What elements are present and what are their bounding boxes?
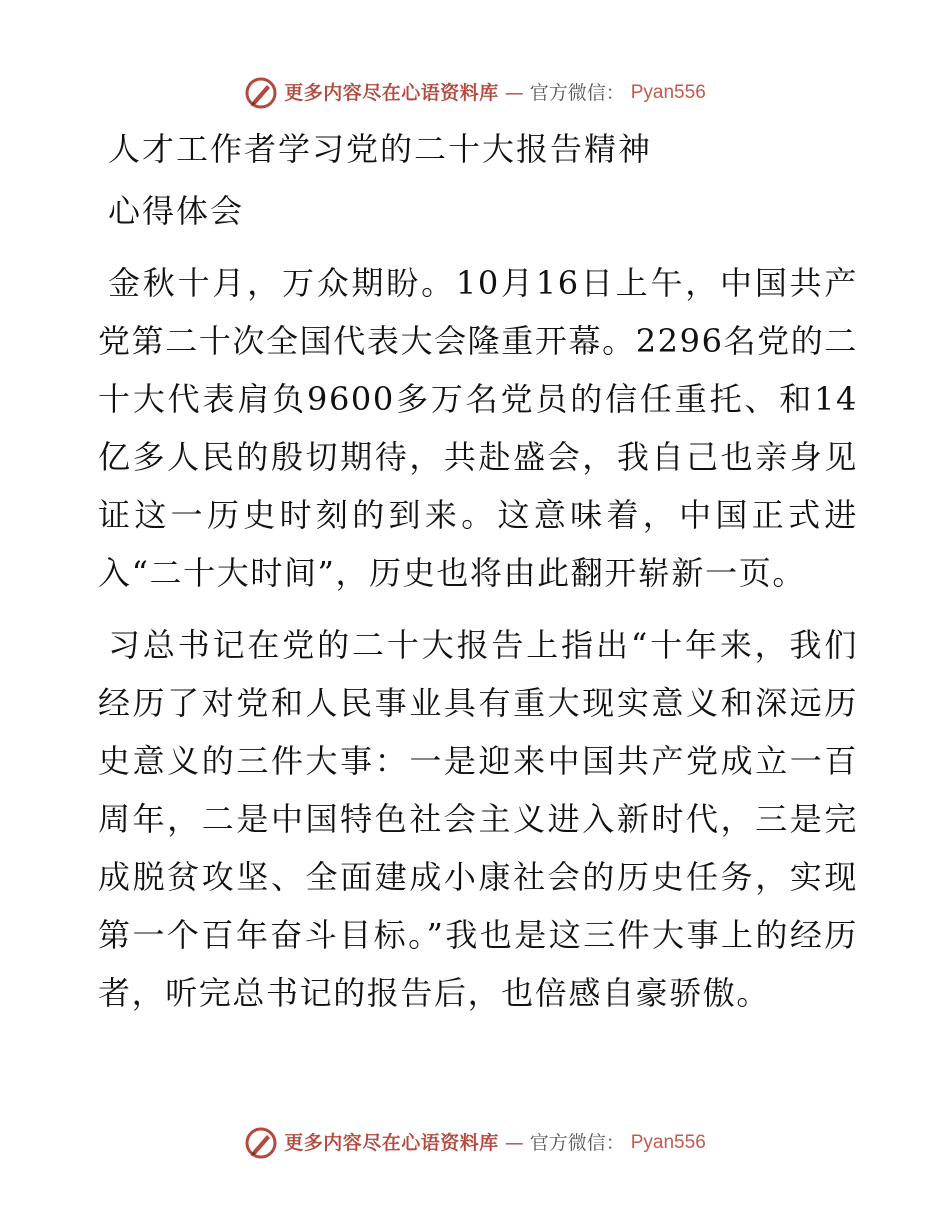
watermark-main-text: 更多内容尽在心语资料库 (284, 82, 499, 104)
watermark-label: 官方微信： (529, 1132, 625, 1154)
pen-logo-icon (244, 1126, 278, 1160)
header-watermark (0, 76, 950, 110)
document-title-line1: 人才工作者学习党的二十大报告精神 (108, 130, 653, 168)
watermark-main-text: 更多内容尽在心语资料库 (284, 1132, 499, 1154)
paragraph-1: 金秋十月，万众期盼。10月16日上午，中国共产党第二十次全国代表大会隆重开幕。2296名党的二十大代表肩负9600多万名党员的信任重托、和14亿多人民的殷切期待，共赴盛会，我自己也亲身见证这一历史时刻的到来。这意味着，中国正式进入“二十大时间”，历史也将由此翻开崭新一页。 (98, 264, 858, 592)
document-title-line2: 心得体会 (108, 192, 245, 230)
pen-logo-icon (244, 76, 278, 110)
watermark-separator: — (504, 82, 524, 104)
watermark-account: Pyan556 (630, 1132, 706, 1153)
watermark-label: 官方微信： (529, 82, 625, 104)
watermark-separator: — (504, 1132, 524, 1154)
watermark-account: Pyan556 (630, 82, 706, 103)
paragraph-2: 习总书记在党的二十大报告上指出“十年来，我们经历了对党和人民事业具有重大现实意义和深远历史意义的三件大事：一是迎来中国共产党成立一百周年，二是中国特色社会主义进入新时代，三是完成脱贫攻坚、全面建成小康社会的历史任务，实现第一个百年奋斗目标。”我也是这三件大事上的经历者，听完总书记的报告后，也倍感自豪骄傲。 (98, 626, 858, 1012)
footer-watermark (0, 1126, 950, 1160)
document-body (98, 118, 858, 1022)
